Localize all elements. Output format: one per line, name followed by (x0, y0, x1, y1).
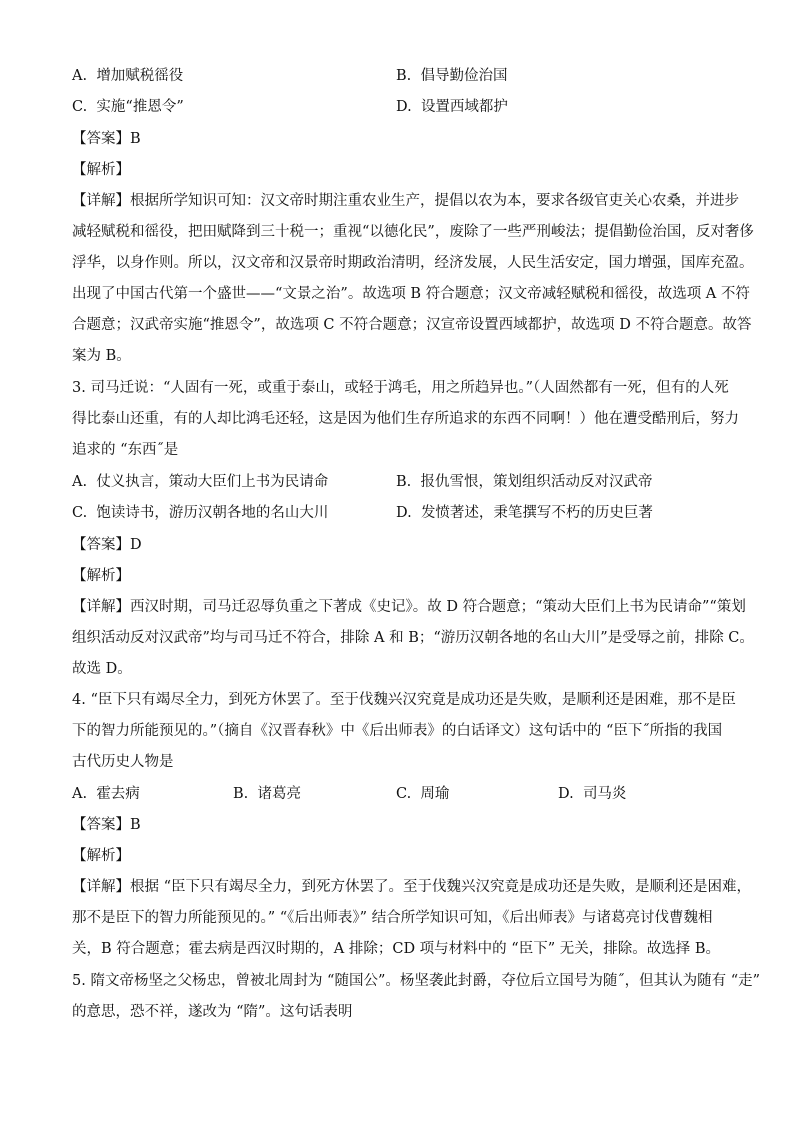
option-letter: D. (396, 505, 412, 521)
q3-option-d[interactable] (396, 503, 653, 523)
option-text: 仗义执言，策动大臣们上书为民请命 (96, 474, 329, 490)
option-letter: A. (72, 68, 88, 84)
option-text: 实施“推恩令” (96, 99, 184, 115)
detail-line: 【详解】根据 “臣下只有竭尽全力，到死方休罢了。至于伐魏兴汉究竟是成功还是失败，是顺利还是困难， (72, 879, 752, 895)
option-letter: D. (396, 99, 412, 115)
option-text: 周瑜 (420, 786, 450, 802)
answer-value: B (130, 131, 141, 147)
q2-option-c[interactable] (72, 97, 184, 117)
q4-analysis-label: 【解析】 (72, 848, 130, 864)
q2-answer (72, 129, 722, 149)
stem-line: 的意思，恐不祥，遂改为 “隋”。这句话表明 (72, 1004, 353, 1020)
stem-line: 4. “臣下只有竭尽全力，到死方休罢了。至于伐魏兴汉究竟是成功还是失败，是顺利还是困难，那不是臣 (72, 692, 736, 708)
q4-option-c[interactable] (396, 784, 449, 804)
option-letter: B. (396, 68, 412, 84)
detail-line: 故选 D。 (72, 661, 132, 677)
option-letter: C. (396, 786, 412, 802)
option-letter: B. (396, 474, 412, 490)
q2-analysis-label: 【解析】 (72, 162, 130, 178)
answer-label: 【答案】 (72, 131, 130, 147)
q2-option-d[interactable] (396, 97, 508, 117)
q4-answer (72, 815, 722, 835)
detail-label: 【详解】 (72, 879, 130, 895)
option-letter: D. (558, 786, 574, 802)
detail-line: 合题意；汉武帝实施“推恩令”，故选项 C 不符合题意；汉宣帝设置西域都护，故选项 D 不符合题意。故答 (72, 317, 752, 333)
answer-value: B (130, 817, 141, 833)
option-text: 设置西域都护 (420, 99, 508, 115)
detail-line: 那不是臣下的智力所能预见的。” “《后出师表》” 结合所学知识可知，《后出师表》与诸葛亮讨伐曹魏相 (72, 910, 713, 926)
q3-detail (72, 592, 754, 685)
detail-line: 浮华，以身作则。所以，汉文帝和汉景帝时期政治清明，经济发展，人民生活安定，国力增强，国库充盈。 (72, 255, 754, 271)
option-text: 报仇雪恨，策划组织活动反对汉武帝 (420, 474, 653, 490)
q4-option-d[interactable] (558, 784, 626, 804)
option-letter: A. (72, 786, 88, 802)
option-letter: C. (72, 99, 88, 115)
q2-option-a[interactable] (72, 66, 183, 86)
option-text: 诸葛亮 (257, 786, 301, 802)
answer-label: 【答案】 (72, 817, 130, 833)
option-text: 霍去病 (96, 786, 140, 802)
stem-line: 3. 司马迁说：“人固有一死，或重于泰山，或轻于鸿毛，用之所趋异也。”（人固然都有一死，但有的人死 (72, 380, 729, 396)
detail-line: 关，B 符合题意；霍去病是西汉时期的，A 排除；CD 项与材料中的 “臣下” 无关，排除。故选择 B。 (72, 941, 720, 957)
option-text: 倡导勤俭治国 (420, 68, 508, 84)
option-text: 饱读诗书，游历汉朝各地的名山大川 (96, 505, 329, 521)
option-text: 司马炎 (582, 786, 627, 802)
option-letter: A. (72, 474, 88, 490)
q4-stem (72, 685, 736, 778)
stem-line: 5. 隋文帝杨坚之父杨忠，曾被北周封为 “随国公”。杨坚袭此封爵，夺位后立国号为随˝，但其认为随有 “走” (72, 973, 761, 989)
option-text: 增加赋税徭役 (96, 68, 184, 84)
q2-detail (72, 186, 754, 372)
option-letter: C. (72, 505, 88, 521)
q3-option-a[interactable] (72, 472, 328, 492)
q4-detail (72, 872, 752, 965)
detail-label: 【详解】 (72, 599, 130, 615)
detail-line: 【详解】西汉时期，司马迁忍辱负重之下著成《史记》。故 D 符合题意；“策动大臣们上书为民请命”“策划 (72, 599, 746, 615)
q3-option-c[interactable] (72, 503, 328, 523)
q3-stem (72, 373, 739, 466)
option-text: 发愤著述，秉笔撰写不朽的历史巨著 (420, 505, 653, 521)
stem-line: 得比泰山还重，有的人却比鸿毛还轻，这是因为他们生存所追求的东西不同啊！）他在遭受酷刑后，努力 (72, 411, 739, 427)
detail-line: 减轻赋税和徭役，把田赋降到三十税一；重视“以德化民”，废除了一些严刑峻法；提倡勤俭治国，反对奢侈 (72, 224, 754, 240)
option-letter: B. (233, 786, 249, 802)
answer-label: 【答案】 (72, 537, 130, 553)
detail-line: 案为 B。 (72, 348, 131, 364)
detail-line: 【详解】根据所学知识可知：汉文帝时期注重农业生产，提倡以农为本，要求各级官吏关心农桑，并进步 (72, 193, 739, 209)
answer-value: D (130, 537, 142, 553)
q4-option-a[interactable] (72, 784, 140, 804)
stem-line: 下的智力所能预见的。”（摘自《汉晋春秋》中《后出师表》的白话译文）这句话中的 “臣下˝所指的我国 (72, 723, 723, 739)
detail-label: 【详解】 (72, 193, 130, 209)
q3-option-b[interactable] (396, 472, 652, 492)
q5-stem (72, 966, 761, 1028)
q3-answer (72, 535, 722, 555)
q2-option-b[interactable] (396, 66, 507, 86)
stem-line: 古代历史人物是 (72, 754, 174, 770)
detail-line: 组织活动反对汉武帝”均与司马迁不符合，排除 A 和 B；“游历汉朝各地的名山大川”是受辱之前，排除 C。 (72, 630, 754, 646)
stem-line: 追求的 “东西˝是 (72, 442, 179, 458)
q4-option-b[interactable] (233, 784, 301, 804)
q3-analysis-label: 【解析】 (72, 568, 130, 584)
detail-line: 出现了中国古代第一个盛世——“文景之治”。故选项 B 符合题意；汉文帝减轻赋税和徭役，故选项 A 不符 (72, 286, 750, 302)
